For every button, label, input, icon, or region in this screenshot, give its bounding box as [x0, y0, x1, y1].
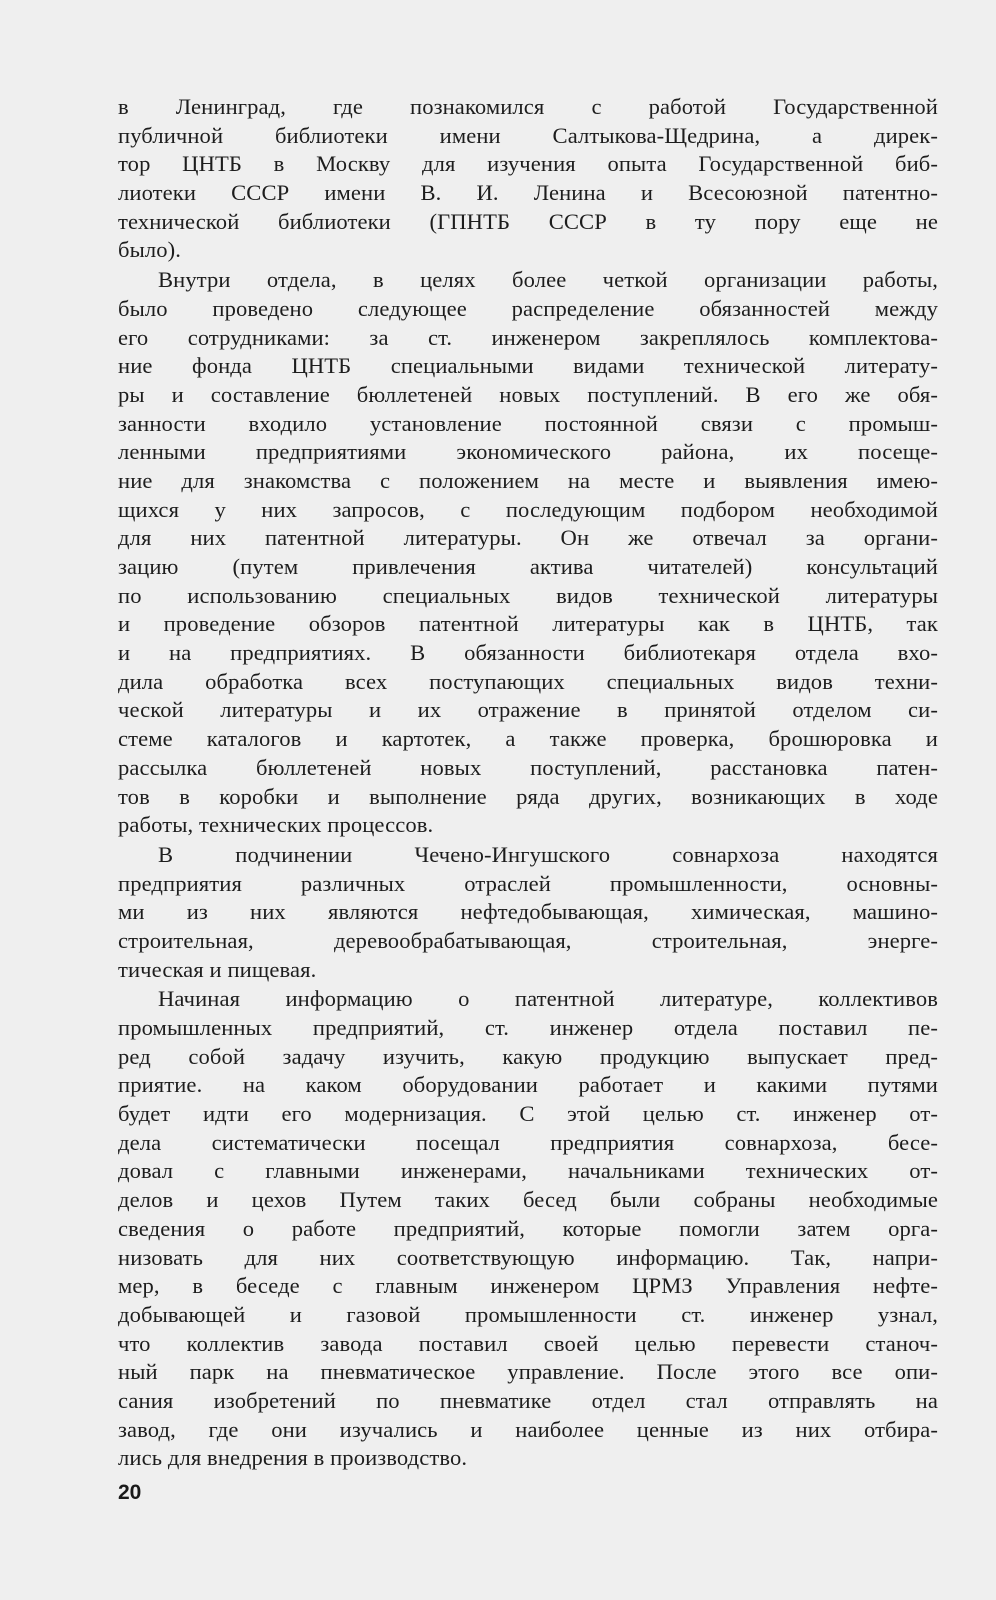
text-line: сведения о работе предприятий, которые помогли затем орга- [118, 1215, 938, 1241]
text-line: публичной библиотеки имени Салтыкова-Щедрина, а дирек- [118, 122, 938, 148]
text-line: и проведение обзоров патентной литературы как в ЦНТБ, так [118, 611, 938, 637]
text-line: ческой литературы и их отражение в принятой отделом си- [118, 697, 938, 723]
text-line: промышленных предприятий, ст. инженер отдела поставил пе- [118, 1015, 938, 1040]
text-line: приятие. на каком оборудовании работает и какими путями [118, 1072, 938, 1098]
text-line: для них патентной литературы. Он же отвечал за органи- [118, 525, 938, 551]
text-line: дила обработка всех поступающих специальных видов техни- [118, 668, 938, 694]
text-line: стеме каталогов и картотек, а также проверка, брошюровка и [118, 726, 938, 752]
text-line: в Ленинград, где познакомился с работой Государственной [118, 94, 938, 119]
text-line: ленными предприятиями экономического района, их посеще- [118, 439, 938, 465]
text-line: его сотрудниками: за ст. инженером закреплялось комплектова- [118, 324, 938, 350]
text-line: Внутри отдела, в целях более четкой организации работы, [158, 267, 938, 293]
paragraph [118, 93, 938, 265]
text-line: работы, технических процессов. [118, 812, 434, 838]
text-line: ный парк на пневматическое управление. После этого все опи- [118, 1359, 938, 1385]
text-line: щихся у них запросов, с последующим подбором необходимой [118, 496, 938, 522]
paragraph [118, 266, 938, 840]
text-line: низовать для них соответствующую информацию. Так, напри- [118, 1244, 938, 1270]
text-line: ние фонда ЦНТБ специальными видами технической литерату- [118, 353, 938, 379]
text-line: добывающей и газовой промышленности ст. инженер узнал, [118, 1301, 938, 1327]
text-line: технической библиотеки (ГПНТБ СССР в ту пору еще не [118, 208, 938, 234]
text-line: по использованию специальных видов технической литературы [118, 582, 938, 608]
text-line: было). [118, 237, 182, 263]
text-line: будет идти его модернизация. С этой целью ст. инженер от- [118, 1101, 938, 1127]
text-line: ры и составление бюллетеней новых поступлений. В его же обя- [118, 381, 938, 407]
text-line: дела систематически посещал предприятия совнархоза, бесе- [118, 1129, 938, 1155]
text-line: тов в коробки и выполнение ряда других, возникающих в ходе [118, 783, 938, 809]
page-number: 20 [118, 1481, 142, 1504]
paragraph [118, 985, 938, 1473]
text-line: мер, в беседе с главным инженером ЦРМЗ Управления нефте- [118, 1273, 938, 1299]
text-line: ред собой задачу изучить, какую продукцию выпускает пред- [118, 1043, 938, 1069]
text-line: В подчинении Чечено-Ингушского совнархоза находятся [158, 841, 938, 867]
text-line: ми из них являются нефтедобывающая, химическая, машино- [118, 899, 938, 925]
text-line: что коллектив завода поставил своей целью перевести станоч- [118, 1330, 938, 1356]
text-line: тор ЦНТБ в Москву для изучения опыта Государственной биб- [118, 151, 938, 177]
paragraph [118, 841, 938, 984]
text-line: довал с главными инженерами, начальниками технических от- [118, 1158, 938, 1184]
text-line: было проведено следующее распределение обязанностей между [118, 295, 938, 321]
body-text [118, 93, 938, 1473]
text-line: строительная, деревообрабатывающая, строительная, энерге- [118, 927, 938, 953]
text-line: сания изобретений по пневматике отдел стал отправлять на [118, 1387, 938, 1413]
text-line: предприятия различных отраслей промышленности, основны- [118, 870, 938, 896]
text-line: тическая и пищевая. [118, 956, 317, 982]
text-line: рассылка бюллетеней новых поступлений, расстановка патен- [118, 754, 938, 780]
text-line: зацию (путем привлечения актива читателей) консультаций [118, 554, 938, 579]
text-line: и на предприятиях. В обязанности библиотекаря отдела вхо- [118, 640, 938, 666]
text-line: делов и цехов Путем таких бесед были собраны необходимые [118, 1187, 938, 1213]
text-line: Начиная информацию о патентной литературе, коллективов [158, 986, 938, 1012]
text-line: лиотеки СССР имени В. И. Ленина и Всесоюзной патентно- [118, 180, 938, 206]
text-line: лись для внедрения в производство. [118, 1445, 468, 1471]
text-line: занности входило установление постоянной связи с промыш- [118, 410, 938, 436]
text-line: завод, где они изучались и наиболее ценные из них отбира- [118, 1416, 938, 1442]
text-line: ние для знакомства с положением на месте и выявления имею- [118, 467, 938, 493]
